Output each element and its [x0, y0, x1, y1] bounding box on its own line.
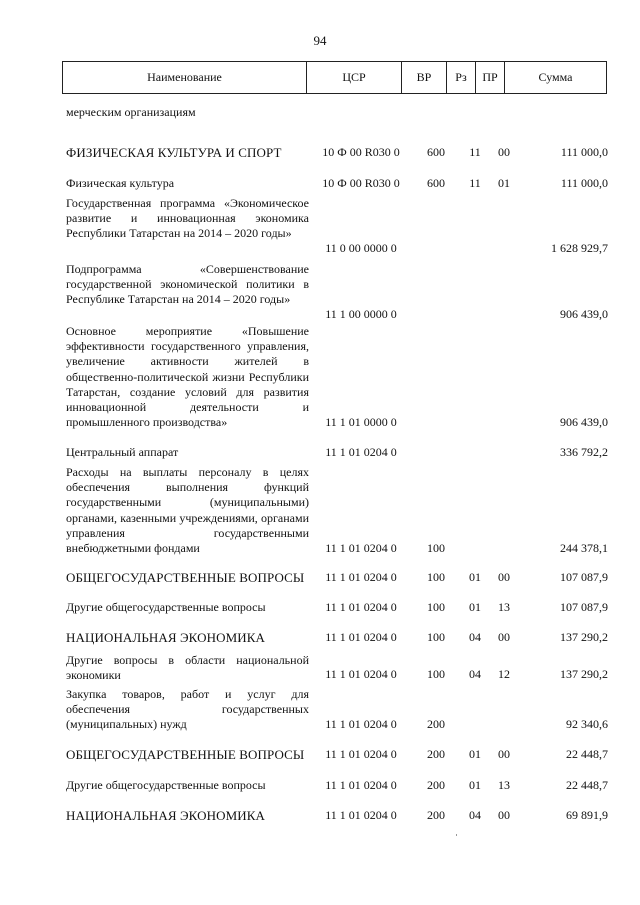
row-name: НАЦИОНАЛЬНАЯ ЭКОНОМИКА — [66, 630, 265, 645]
row-csr: 11 1 01 0204 0 — [325, 570, 397, 584]
row-csr: 11 1 01 0204 0 — [325, 541, 397, 555]
row-csr: 11 1 01 0204 0 — [325, 445, 397, 459]
row-name: Центральный аппарат — [66, 445, 179, 459]
row-pr: 00 — [498, 630, 510, 644]
row-sum: 111 000,0 — [560, 176, 608, 190]
row-pr: 00 — [498, 808, 510, 822]
row-pr: 13 — [498, 600, 510, 614]
row-sum: 92 340,6 — [566, 717, 608, 731]
row-name: НАЦИОНАЛЬНАЯ ЭКОНОМИКА — [66, 808, 265, 823]
row-name: Другие общегосударственные вопросы — [66, 600, 266, 614]
row-rz: 04 — [469, 630, 481, 644]
row-csr: 10 Ф 00 R030 0 — [322, 145, 400, 159]
row-vr: 200 — [427, 778, 445, 792]
row-pr: 00 — [498, 145, 510, 159]
row-sum: 22 448,7 — [566, 778, 608, 792]
row-csr: 11 1 01 0204 0 — [325, 778, 397, 792]
row-vr: 600 — [427, 145, 445, 159]
row-pr: 00 — [498, 747, 510, 761]
row-name: Закупка товаров, работ и услуг для обеспечения государственных (муниципальных) нужд — [66, 687, 309, 732]
row-vr: 100 — [427, 541, 445, 555]
row-name: Физическая культура — [66, 176, 175, 190]
header-name: Наименование — [63, 62, 307, 94]
row-rz: 11 — [469, 145, 481, 159]
row-rz: 11 — [469, 176, 481, 190]
row-csr: 11 1 01 0204 0 — [325, 600, 397, 614]
row-csr: 11 0 00 0000 0 — [325, 241, 397, 255]
row-name: Расходы на выплаты персоналу в целях обеспечения выполнения функций государственными (муниципальными) органами, казенными учреждениями, органами управления государственными внебюджетными фондами — [66, 465, 309, 556]
row-name: Другие общегосударственные вопросы — [66, 778, 266, 792]
row-csr: 11 1 01 0204 0 — [325, 717, 397, 731]
row-sum: 107 087,9 — [560, 570, 608, 584]
row-vr: 100 — [427, 667, 445, 681]
row-sum: 244 378,1 — [560, 541, 608, 555]
row-name: Основное мероприятие «Повышение эффективности государственного управления, увеличение активности жителей в общественно-политической жизни Республики Татарстан, создание условий для развития инновационной деятельности и промышленного производства» — [66, 324, 309, 430]
row-pr: 13 — [498, 778, 510, 792]
row-name: ОБЩЕГОСУДАРСТВЕННЫЕ ВОПРОСЫ — [66, 747, 305, 762]
page-number: 94 — [313, 33, 327, 48]
row-pr: 12 — [498, 667, 510, 681]
row-name: Подпрограмма «Совершенствование государственной экономической политики в Республике Татарстан на 2014 – 2020 годы» — [66, 262, 309, 307]
row-name: ФИЗИЧЕСКАЯ КУЛЬТУРА И СПОРТ — [66, 145, 282, 160]
row-rz: 01 — [469, 570, 481, 584]
row-vr: 200 — [427, 808, 445, 822]
row-vr: 100 — [427, 570, 445, 584]
row-vr: 200 — [427, 747, 445, 761]
row-csr: 11 1 01 0204 0 — [325, 667, 397, 681]
row-csr: 11 1 00 0000 0 — [325, 307, 397, 321]
row-csr: 11 1 01 0000 0 — [325, 415, 397, 429]
header-rz: Рз — [447, 62, 476, 94]
row-sum: 336 792,2 — [560, 445, 608, 459]
row-rz: 04 — [469, 667, 481, 681]
table-header — [62, 61, 607, 94]
header-vr: ВР — [402, 62, 447, 94]
row-sum: 906 439,0 — [560, 307, 608, 321]
row-name: ОБЩЕГОСУДАРСТВЕННЫЕ ВОПРОСЫ — [66, 570, 305, 585]
row-vr: 200 — [427, 717, 445, 731]
row-pr: 00 — [498, 570, 510, 584]
row-vr: 100 — [427, 600, 445, 614]
row-name: Другие вопросы в области национальной экономики — [66, 653, 309, 683]
row-sum: 111 000,0 — [560, 145, 608, 159]
row-sum: 137 290,2 — [560, 667, 608, 681]
scan-speck — [456, 834, 457, 836]
row-csr: 11 1 01 0204 0 — [325, 808, 397, 822]
row-sum: 906 439,0 — [560, 415, 608, 429]
row-pr: 01 — [498, 176, 510, 190]
row-csr: 10 Ф 00 R030 0 — [322, 176, 400, 190]
row-vr: 100 — [427, 630, 445, 644]
row-name: Государственная программа «Экономическое развитие и инновационная экономика Республики Татарстан на 2014 – 2020 годы» — [66, 196, 309, 241]
row-csr: 11 1 01 0204 0 — [325, 747, 397, 761]
row-rz: 01 — [469, 747, 481, 761]
row-rz: 04 — [469, 808, 481, 822]
row-name: мерческим организациям — [66, 105, 196, 119]
row-rz: 01 — [469, 600, 481, 614]
row-sum: 22 448,7 — [566, 747, 608, 761]
row-sum: 137 290,2 — [560, 630, 608, 644]
row-sum: 1 628 929,7 — [551, 241, 608, 255]
row-sum: 69 891,9 — [566, 808, 608, 822]
header-pr: ПР — [476, 62, 505, 94]
header-csr: ЦСР — [307, 62, 402, 94]
row-vr: 600 — [427, 176, 445, 190]
header-sum: Сумма — [505, 62, 607, 94]
row-csr: 11 1 01 0204 0 — [325, 630, 397, 644]
row-rz: 01 — [469, 778, 481, 792]
row-sum: 107 087,9 — [560, 600, 608, 614]
